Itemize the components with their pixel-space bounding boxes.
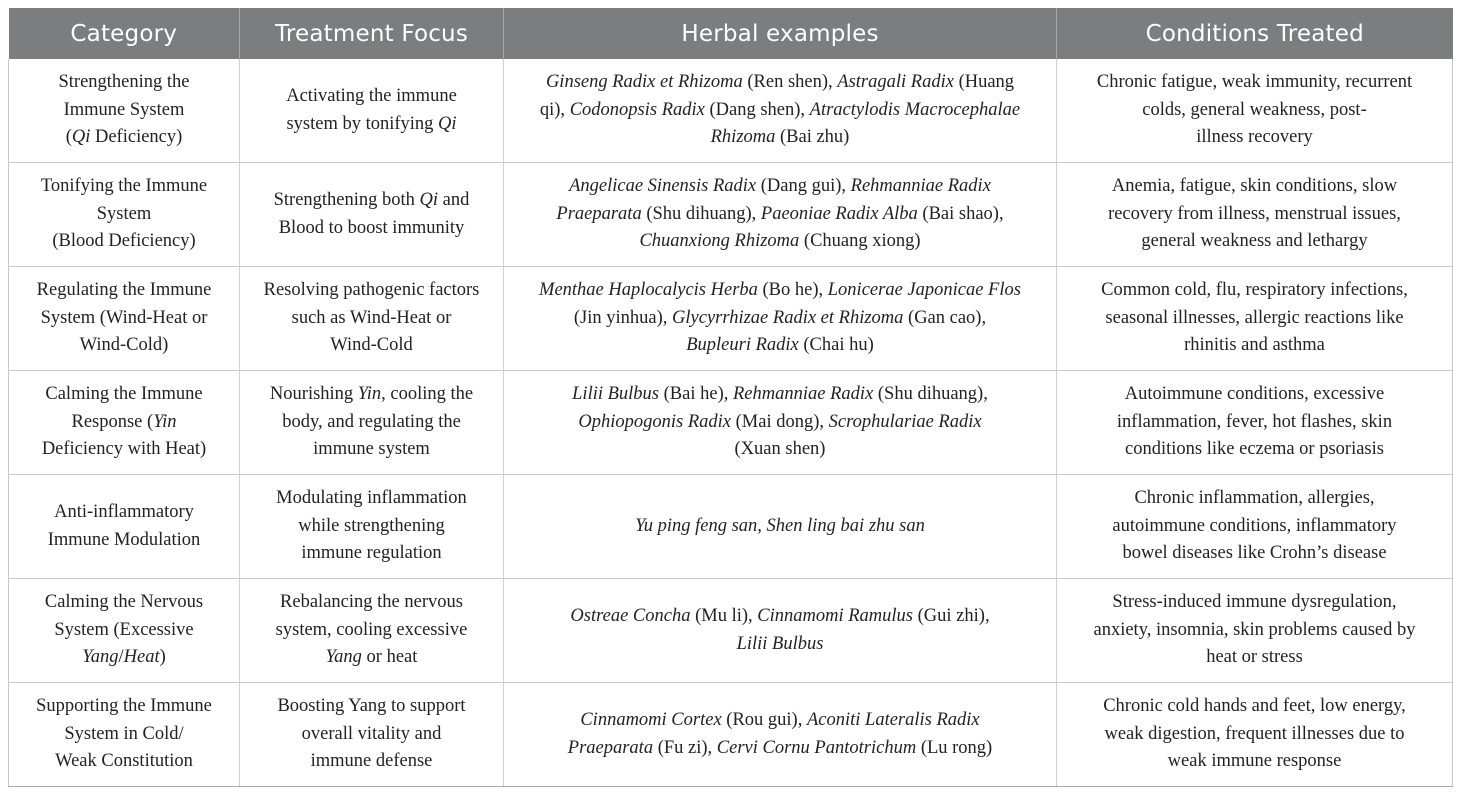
text-run: (Xuan shen): [734, 439, 826, 460]
text-run: immune system: [313, 439, 430, 460]
cell-text-line: [250, 332, 493, 360]
text-run: and: [438, 190, 470, 210]
category-cell: [9, 59, 240, 163]
cell-text-line: [19, 499, 229, 527]
text-run: (Mai dong),: [731, 411, 829, 432]
text-run: Blood to boost immunity: [278, 217, 465, 238]
text-run: Immune System: [63, 99, 185, 120]
cell-text-line: [1067, 485, 1442, 513]
text-run: (Chai hu): [798, 335, 874, 356]
cell-text-line: [1067, 277, 1442, 305]
cell-text-line: [514, 173, 1046, 201]
cell-text-line: [19, 201, 229, 229]
conditions-treated-cell: [1057, 683, 1453, 787]
italic-text: Ginseng Radix et Rhizoma: [545, 72, 743, 93]
italic-text: Cervi Cornu Pantotrichum: [716, 737, 917, 758]
cell-text-line: [1067, 173, 1442, 201]
text-run: Strengthening both: [273, 190, 420, 210]
category-cell: [9, 267, 240, 371]
cell-text-line: [250, 748, 493, 776]
text-run: ): [159, 647, 166, 668]
cell-text-line: [250, 617, 493, 645]
text-run: (Jin yinhua),: [573, 307, 673, 328]
table-row: [9, 475, 1453, 579]
italic-text: Qi: [419, 190, 439, 210]
cell-text-line: [514, 381, 1046, 409]
text-run: heat or stress: [1206, 647, 1303, 668]
header-herbal-examples: Herbal examples: [504, 8, 1057, 59]
header-category: Category: [9, 8, 240, 59]
italic-text: Lilii Bulbus: [736, 633, 824, 654]
cell-text-line: [19, 721, 229, 749]
cell-text-line: [514, 201, 1046, 229]
cell-text-line: [514, 277, 1046, 305]
text-run: Calming the Nervous: [44, 592, 204, 613]
cell-text-line: [19, 332, 229, 360]
text-run: (Chuang xiong): [799, 231, 921, 252]
cell-text-line: [514, 735, 1046, 763]
text-run: (: [65, 127, 72, 148]
text-run: overall vitality and: [301, 723, 442, 744]
cell-text-line: [1067, 228, 1442, 256]
cell-text-line: [19, 527, 229, 555]
text-run: colds, general weakness, post-: [1142, 99, 1367, 120]
cell-text-line: [1067, 540, 1442, 568]
cell-text-line: [19, 589, 229, 617]
text-run: system by tonifying: [286, 113, 439, 134]
text-run: anxiety, insomnia, skin problems caused by: [1093, 619, 1416, 640]
text-run: Resolving pathogenic factors: [263, 280, 480, 301]
cell-text-line: [19, 173, 229, 201]
italic-text: Atractylodis Macrocephalae: [809, 99, 1021, 120]
cell-text-line: [19, 277, 229, 305]
text-run: Chronic inflammation, allergies,: [1134, 488, 1375, 509]
cell-text-line: [514, 631, 1046, 659]
cell-text-line: [250, 589, 493, 617]
italic-text: Praeparata: [556, 203, 642, 224]
treatment-focus-cell: [240, 59, 504, 163]
text-run: Activating the immune: [286, 86, 457, 106]
text-run: Chronic fatigue, weak immunity, recurrent: [1096, 72, 1413, 93]
cell-text-line: [250, 187, 493, 215]
cell-text-line: [1067, 201, 1442, 229]
text-run: while strengthening: [298, 515, 445, 536]
table-row: [9, 683, 1453, 787]
cell-text-line: [514, 124, 1046, 152]
text-run: inflammation, fever, hot flashes, skin: [1116, 411, 1393, 432]
cell-text-line: [1067, 721, 1442, 749]
table-row: [9, 579, 1453, 683]
italic-text: Rehmanniae Radix: [733, 384, 874, 405]
herbal-examples-cell: [504, 267, 1057, 371]
text-run: (Gan cao),: [903, 307, 987, 328]
text-run: (Ren shen),: [742, 72, 838, 93]
text-run: illness recovery: [1196, 127, 1313, 148]
cell-text-line: [250, 721, 493, 749]
cell-text-line: [19, 644, 229, 672]
cell-text-line: [514, 707, 1046, 735]
text-run: (Bai he),: [659, 384, 733, 405]
text-run: seasonal illnesses, allergic reactions like: [1105, 307, 1404, 328]
cell-text-line: [1067, 97, 1442, 125]
italic-text: Bupleuri Radix: [686, 335, 799, 356]
text-run: conditions like eczema or psoriasis: [1125, 439, 1384, 460]
cell-text-line: [250, 83, 493, 111]
text-run: (Shu dihuang),: [873, 384, 988, 405]
text-run: Supporting the Immune: [36, 696, 212, 717]
text-run: Anemia, fatigue, skin conditions, slow: [1111, 176, 1398, 197]
header-conditions-treated: Conditions Treated: [1057, 8, 1453, 59]
text-run: Strengthening the: [58, 72, 190, 93]
table-row: [9, 59, 1453, 163]
cell-text-line: [1067, 436, 1442, 464]
cell-text-line: [250, 215, 493, 243]
table-row: [9, 267, 1453, 371]
italic-text: Yin: [153, 411, 177, 432]
cell-text-line: [250, 485, 493, 513]
cell-text-line: [1067, 617, 1442, 645]
text-run: system, cooling excessive: [275, 619, 468, 640]
text-run: weak immune response: [1167, 751, 1342, 772]
text-run: (Lu rong): [916, 737, 993, 758]
italic-text: Qi: [438, 113, 457, 134]
cell-text-line: [514, 436, 1046, 464]
conditions-treated-cell: [1057, 475, 1453, 579]
text-run: (Mu li),: [690, 606, 758, 626]
cell-text-line: [1067, 589, 1442, 617]
category-cell: [9, 579, 240, 683]
cell-text-line: [19, 381, 229, 409]
italic-text: Ostreae Concha: [570, 606, 691, 626]
herbal-examples-cell: [504, 683, 1057, 787]
cell-text-line: [1067, 124, 1442, 152]
cell-text-line: [19, 617, 229, 645]
italic-text: Lilii Bulbus: [572, 384, 660, 405]
text-run: /: [118, 647, 124, 668]
cell-text-line: [250, 305, 493, 333]
text-run: (Dang shen),: [704, 99, 810, 120]
text-run: (Blood Deficiency): [52, 231, 196, 252]
cell-text-line: [19, 748, 229, 776]
category-cell: [9, 475, 240, 579]
conditions-treated-cell: [1057, 371, 1453, 475]
text-run: (Rou gui),: [721, 710, 807, 730]
cell-text-line: [514, 228, 1046, 256]
text-run: general weakness and lethargy: [1141, 231, 1368, 252]
text-run: Modulating inflammation: [276, 488, 467, 509]
cell-text-line: [250, 409, 493, 437]
italic-text: Rehmanniae Radix: [850, 176, 991, 197]
text-run: bowel diseases like Crohn’s disease: [1122, 543, 1387, 564]
cell-text-line: [250, 540, 493, 568]
italic-text: Yang: [82, 647, 119, 668]
italic-text: Praeparata: [567, 737, 654, 758]
header-row: [9, 8, 1453, 59]
text-run: Rebalancing the nervous: [280, 592, 463, 613]
treatment-focus-cell: [240, 163, 504, 267]
herbal-examples-cell: [504, 59, 1057, 163]
italic-text: Astragali Radix: [837, 72, 954, 93]
table-row: [9, 371, 1453, 475]
cell-text-line: [19, 305, 229, 333]
cell-text-line: [250, 436, 493, 464]
text-run: immune regulation: [301, 543, 442, 564]
italic-text: Codonopsis Radix: [569, 99, 705, 120]
cell-text-line: [1067, 693, 1442, 721]
treatment-focus-cell: [240, 579, 504, 683]
herbal-examples-cell: [504, 371, 1057, 475]
table-row: [9, 163, 1453, 267]
cell-text-line: [514, 409, 1046, 437]
cell-text-line: [19, 436, 229, 464]
italic-text: Menthae Haplocalycis Herba: [539, 280, 758, 301]
text-run: (Bai shao),: [917, 203, 1004, 224]
text-run: (Bo he),: [757, 280, 828, 301]
italic-text: Ophiopogonis Radix: [578, 411, 732, 432]
text-run: Nourishing: [269, 384, 358, 405]
italic-text: Yin: [357, 384, 382, 405]
italic-text: Cinnamomi Cortex: [580, 710, 722, 730]
cell-text-line: [1067, 409, 1442, 437]
text-run: or heat: [361, 647, 418, 668]
text-run: Boosting Yang to support: [277, 696, 466, 717]
cell-text-line: [514, 97, 1046, 125]
text-run: Chronic cold hands and feet, low energy,: [1103, 696, 1406, 717]
text-run: , cooling the: [381, 384, 474, 405]
text-run: (Shu dihuang),: [641, 203, 761, 224]
text-run: Anti-inflammatory: [54, 502, 194, 522]
text-run: Stress-induced immune dysregulation,: [1112, 592, 1397, 613]
text-run: recovery from illness, menstrual issues,: [1108, 203, 1401, 224]
text-run: Deficiency): [90, 127, 183, 148]
cell-text-line: [1067, 513, 1442, 541]
cell-text-line: [250, 644, 493, 672]
text-run: Autoimmune conditions, excessive: [1124, 384, 1385, 405]
cell-text-line: [514, 305, 1046, 333]
text-run: Weak Constitution: [55, 751, 193, 772]
italic-text: Scrophulariae Radix: [828, 411, 982, 432]
category-cell: [9, 683, 240, 787]
italic-text: Lonicerae Japonicae Flos: [827, 280, 1021, 301]
text-run: body, and regulating the: [282, 411, 461, 432]
header-treatment-focus: Treatment Focus: [240, 8, 504, 59]
text-run: Immune Modulation: [47, 529, 201, 550]
text-run: qi),: [539, 99, 570, 120]
text-run: (Fu zi),: [653, 737, 717, 758]
cell-text-line: [19, 124, 229, 152]
text-run: immune defense: [310, 751, 433, 772]
italic-text: Rhizoma: [710, 127, 776, 148]
cell-text-line: [250, 381, 493, 409]
text-run: System in Cold/: [64, 723, 184, 744]
treatment-focus-cell: [240, 371, 504, 475]
herbal-examples-cell: [504, 579, 1057, 683]
italic-text: Heat: [123, 647, 160, 668]
cell-text-line: [250, 513, 493, 541]
conditions-treated-cell: [1057, 579, 1453, 683]
conditions-treated-cell: [1057, 163, 1453, 267]
text-run: System: [96, 203, 152, 224]
text-run: such as Wind-Heat or: [291, 307, 452, 328]
text-run: Regulating the Immune: [36, 280, 212, 301]
italic-text: Yang: [325, 647, 362, 668]
treatment-focus-cell: [240, 475, 504, 579]
cell-text-line: [19, 409, 229, 437]
treatment-focus-cell: [240, 267, 504, 371]
text-run: Common cold, flu, respiratory infections,: [1101, 280, 1408, 301]
text-run: (Gui zhi),: [913, 606, 990, 626]
text-run: rhinitis and asthma: [1184, 335, 1325, 356]
italic-text: Paeoniae Radix Alba: [760, 203, 918, 224]
cell-text-line: [19, 97, 229, 125]
herbal-examples-cell: [504, 163, 1057, 267]
text-run: weak digestion, frequent illnesses due to: [1104, 723, 1405, 744]
text-run: Calming the Immune: [45, 384, 203, 405]
cell-text-line: [250, 693, 493, 721]
cell-text-line: [250, 277, 493, 305]
italic-text: Qi: [71, 127, 91, 148]
cell-text-line: [1067, 381, 1442, 409]
cell-text-line: [1067, 69, 1442, 97]
treatment-focus-cell: [240, 683, 504, 787]
italic-text: Chuanxiong Rhizoma: [639, 231, 800, 252]
conditions-treated-cell: [1057, 267, 1453, 371]
text-run: Response (: [71, 411, 154, 432]
italic-text: Aconiti Lateralis Radix: [806, 710, 980, 730]
cell-text-line: [19, 69, 229, 97]
text-run: (Bai zhu): [775, 127, 850, 148]
cell-text-line: [19, 693, 229, 721]
herbal-examples-cell: [504, 475, 1057, 579]
italic-text: Cinnamomi Ramulus: [757, 606, 914, 626]
text-run: System (Excessive: [54, 619, 194, 640]
text-run: Wind-Cold: [330, 335, 413, 356]
cell-text-line: [1067, 332, 1442, 360]
italic-text: Yu ping feng san, Shen ling bai zhu san: [635, 515, 925, 536]
cell-text-line: [514, 603, 1046, 631]
cell-text-line: [250, 111, 493, 139]
text-run: (Huang: [953, 72, 1015, 93]
text-run: (Dang gui),: [756, 176, 851, 197]
cell-text-line: [1067, 644, 1442, 672]
italic-text: Angelicae Sinensis Radix: [569, 176, 757, 197]
text-run: autoimmune conditions, inflammatory: [1112, 515, 1397, 536]
cell-text-line: [514, 513, 1046, 541]
cell-text-line: [1067, 305, 1442, 333]
cell-text-line: [514, 69, 1046, 97]
text-run: System (Wind-Heat or: [40, 307, 208, 328]
text-run: Deficiency with Heat): [41, 439, 207, 460]
category-cell: [9, 371, 240, 475]
cell-text-line: [1067, 748, 1442, 776]
text-run: Tonifying the Immune: [40, 176, 208, 197]
category-cell: [9, 163, 240, 267]
italic-text: Glycyrrhizae Radix et Rhizoma: [672, 307, 904, 328]
cell-text-line: [514, 332, 1046, 360]
cell-text-line: [19, 228, 229, 256]
conditions-treated-cell: [1057, 59, 1453, 163]
text-run: Wind-Cold): [79, 335, 169, 356]
herbal-immune-table: [8, 8, 1453, 787]
